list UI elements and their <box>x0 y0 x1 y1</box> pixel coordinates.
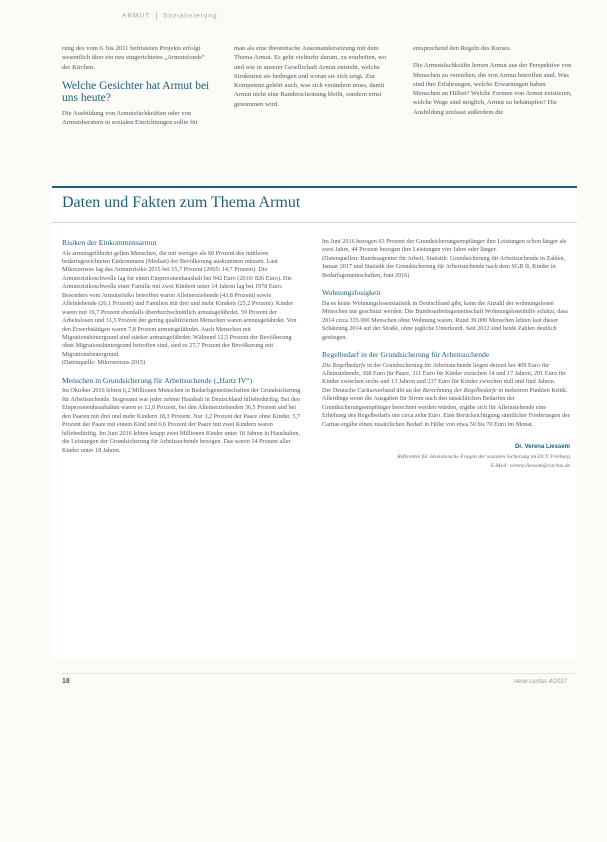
page-number: 18 <box>62 678 70 685</box>
paragraph-homelessness: Da es keine Wohnungslosenstatistik in Deutschland gibt, kann die Anzahl der wohnungslosen Menschen nur geschätzt werden: Die Bundesarbeitsgemeinschaft Wohnungslosenhilfe schätzt, dass 2014 circa 335.000 Menschen ohne Wohnung waren. Rund 39.000 Menschen lebten laut dieser Schätzung 2014 auf der Straße, ohne jegliche Unterkunft. Seit 2012 sind beide Zahlen deutlich gestiegen. <box>322 299 568 341</box>
article-text-3b: Die Armutsfachkräfte lernen Armut aus der Perspektive von Menschen zu verstehen, die von Armut betroffen sind. Was sind ihre Erfahrungen, welche Erwartungen haben Menschen an Hilfen? Welche Formen von Armut existieren, welche Wege sind möglich, Armut zu bekämpfen? Die Ausbildung umfasst außerdem die <box>413 62 572 116</box>
paragraph-income-poverty: Als armutsgefährdet gelten Menschen, die mit weniger als 60 Prozent des mittleren bedarfsgewichteten Einkommens (Median) der Bevölkerung auskommen müssen. Laut Mikrozensus lag das Armutsrisiko 2015 bei 15,7 Prozent (2005: 14,7 Prozent). Die Armutsrisikoschwelle lag für einen Einpersonenhaushalt bei 942 Euro (2010: 826 Euro). Die Armutsrisikoschwelle einer Familie mit zwei Kindern unter 14 Jahren lag bei 1978 Euro. <box>62 249 292 291</box>
emphasis-berechnung: Berechnung der Regelbedarfe <box>422 386 497 394</box>
header-section: ARMUT <box>122 12 151 20</box>
article-column-2 <box>234 44 389 109</box>
standard-needs-text: in der Grundsicherung für Arbeitsuchende liegen derzeit bei 409 Euro für Alleinstehende, 368 Euro für Paare, 311 Euro für Kinder zwischen 14 und 17 Jahren, 291 Euro für Kinder zwischen sechs und 13 Jahren und 237 Euro für Kinder zwischen null und fünf Jahren. <box>322 361 566 386</box>
article-subheading: Welche Gesichter hat Armut bei uns heute? <box>62 79 210 105</box>
fact-box-left-column <box>62 238 302 455</box>
article-text-2: man als eine theoretische Auseinandersetzung mit dem Thema Armut. Es geht vielmehr darum, zu erarbeiten, wo und wie in unserer Gesellschaft Armut entsteht, welche Strukturen sie bedingen und woran sie sich zeigt. Zur Kompetenz gehört auch, was sich verändern muss, damit Armut nicht eine Randerscheinung bleibt, sondern ernst genommen wird. <box>234 45 387 108</box>
author-role: Referentin für ökonomische Fragen der sozialen Sicherung im DCV Freiburg <box>397 453 570 460</box>
critique-text-a: Der Deutsche Caritasverband übt an der <box>322 386 423 394</box>
article-column-3 <box>413 44 573 117</box>
footer-divider <box>62 673 577 674</box>
emphasis-regelbedarfe: Die Regelbedarfe <box>322 361 366 369</box>
fact-box-title: Daten und Fakten zum Thema Armut <box>62 194 301 211</box>
heading-homelessness: Wohnungslosigkeit <box>322 288 381 298</box>
fact-box-right-column <box>322 238 570 471</box>
article-text: Die Ausbildung von Armutsfachkräften oder von Armutsberatern in sozialen Einrichtungen sollte für <box>62 109 198 127</box>
heading-hartz-iv: Menschen in Grundsicherung für Arbeitsuchende („Hartz IV“) <box>62 375 253 385</box>
running-header <box>122 12 218 20</box>
author-name: Dr. Verena Liessem <box>514 444 570 451</box>
article-column-1 <box>62 44 212 127</box>
journal-name: neue caritas 4/2017 <box>514 679 567 685</box>
paragraph-benefit-duration: Im Juni 2016 bezogen 63 Prozent der Grundsicherungsempfänger ihre Leistungen schon länger als zwei Jahre, 44 Prozent bezogen ihre Leistungen vier Jahre oder länger. <box>322 238 567 254</box>
paragraph-standard-needs <box>322 362 570 387</box>
critique-text-b: in mehreren Punkten Kritik. Allerdings wenn die Ausgaben für Strom nach den tatsächlichen Bedarfen der Grundsicherungsempfänger berechnet werden würden, ergäbe sich für Alleinstehende eine Erhöhung des Regelbedarfs um circa zehn Euro. Eine Berücksichtigung sämtlicher Forderungen der Caritas ergäbe einen zusätzlichen Bedarf in Höhe von etwa 50 bis 70 Euro im Monat. <box>322 386 570 428</box>
article-intro: rung des vom 6. bis 2011 befristeten Projekts erfolgt wesentlich über ein neu eingerichtetes „Armutsfonds“ der Kirchen. <box>62 45 205 71</box>
paragraph-caritas-critique <box>322 387 570 429</box>
source-microcensus: (Datenquelle: Mikrozensus 2015) <box>62 359 146 367</box>
source-employment-agency: (Datenquellen: Bundesagentur für Arbeit, Statistik: Grundsicherung für Arbeitsuchende in Zahlen, Januar 2017 und Statistik der Grundsicherung für Arbeitsuchende nach dem SGB II, Kinder in Bedarfsgemeinschaften, Juni 2016) <box>322 254 566 279</box>
article-text-3: entsprechend den Regeln des Kurses. <box>413 45 512 52</box>
fact-box-divider <box>52 222 577 223</box>
heading-income-poverty: Risiken der Einkommensarmut <box>62 238 157 247</box>
header-topic: Sozialisierung <box>163 12 218 20</box>
author-email: E-Mail: verena.liessem@caritas.de <box>490 463 570 470</box>
heading-standard-needs: Regelbedarf in der Grundsicherung für Arbeitsuchende <box>322 350 490 360</box>
header-divider <box>156 12 157 20</box>
paragraph-hartz-iv: Im Oktober 2016 lebten 6,2 Millionen Menschen in Bedarfsgemeinschaften der Grundsicherung für Arbeitsuchende. Insgesamt war jeder zehnte Haushalt in Deutschland hilfebedürftig. Bei den Einpersonenhaushalten waren es 12,0 Prozent, bei den Alleinerziehenden 36,5 Prozent und bei den Paaren mit drei und mehr Kindern 18,3 Prozent. Nur 3,2 Prozent der Paare ohne Kinder, 5,7 Prozent der Paare mit einem Kind und 6,6 Prozent der Paare mit zwei Kindern waren hilfebedürftig. Im Juni 2016 lebten knapp zwei Millionen Kinder unter 18 Jahren in Haushalten, die Leistungen der Grundsicherung für Arbeitsuchende bezogen. Das waren 14 Prozent aller Kinder unter 18 Jahren. <box>62 387 301 454</box>
paragraph-risk-groups: Besonders vom Armutsrisiko betroffen waren Alleinerziehende (43,8 Prozent) sowie Alleinlebende (26,1 Prozent) und Familien mit drei und mehr Kindern (25,2 Prozent). Kinder waren mit 19,7 Prozent ebenfalls überdurchschnittlich armutsgefährdet. 59 Prozent der Arbeitslosen und 31,5 Prozent der gering qualifizierten Menschen waren armutsgefährdet. Von den Erwerbstätigen waren 7,8 Prozent armutsgefährdet. Auch Menschen mit Migrationshintergrund sind stärker armutsgefährdet: Während 12,5 Prozent der Bevölkerung ohne Migrationshintergrund betroffen sind, sind es 27,7 Prozent der Bevölkerung mit Migrationshintergrund. <box>62 291 297 358</box>
